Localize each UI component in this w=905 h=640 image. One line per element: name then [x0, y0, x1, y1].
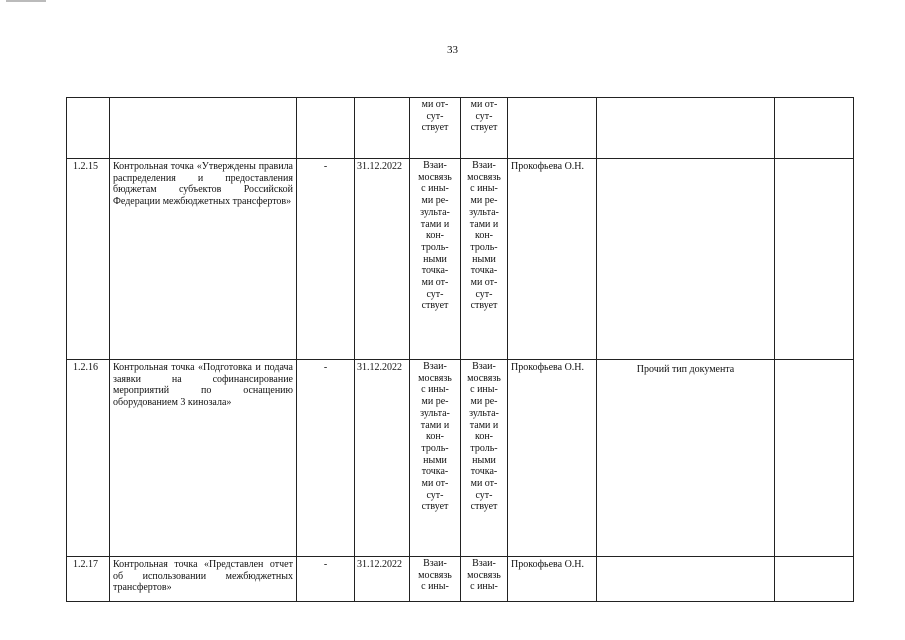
text-line: ми ре- [421, 396, 449, 408]
row-dash [297, 98, 355, 159]
row-title [110, 98, 297, 159]
table-row [67, 98, 854, 159]
text-line: точка- [470, 265, 498, 277]
responsible-person [508, 98, 597, 159]
text-line: тами и [420, 218, 450, 230]
text-line: тами и [469, 419, 499, 431]
text-line: ствует [421, 300, 449, 312]
text-line: сут- [426, 489, 444, 501]
text-line: мосвязь [418, 372, 452, 384]
text-line: точка- [421, 466, 449, 478]
text-line: точка- [421, 265, 449, 277]
text-line: мосвязь [418, 569, 452, 581]
text-line: кон- [474, 431, 494, 443]
row-title: Контрольная точка «Утверждены правила распределения и предоставления бюджетам субъектов Российской Федерации межбюджетных трансфертов» [110, 159, 297, 360]
row-date: 31.12.2022 [355, 557, 410, 602]
table-row [67, 159, 854, 360]
text-line: ствует [470, 122, 498, 134]
text-line: ными [423, 253, 447, 265]
text-line: троль- [421, 442, 449, 454]
text-line: сут- [426, 110, 444, 122]
document-type: Прочий тип документа [597, 360, 775, 557]
text-line: с ины- [470, 384, 498, 396]
row-title: Контрольная точка «Представлен отчет об использовании межбюджетных трансфертов» [110, 557, 297, 602]
text-line: ными [472, 253, 496, 265]
text-line: с ины- [421, 581, 449, 593]
row-dash: - [297, 360, 355, 557]
text-line: ми от- [421, 277, 449, 289]
row-dash: - [297, 159, 355, 360]
responsible-person: Прокофьева О.Н. [508, 159, 597, 360]
page-number: 33 [447, 44, 458, 56]
text-line: троль- [470, 442, 498, 454]
responsible-person: Прокофьева О.Н. [508, 557, 597, 602]
relation-cell-a [410, 159, 461, 360]
extra-cell [775, 98, 854, 159]
text-line: ми ре- [470, 396, 498, 408]
document-type [597, 159, 775, 360]
extra-cell [775, 557, 854, 602]
text-line: зульта- [469, 407, 499, 419]
text-line: ми от- [421, 99, 449, 110]
row-dash: - [297, 557, 355, 602]
row-number: 1.2.17 [67, 557, 110, 602]
text-line: ми от- [470, 99, 498, 110]
relation-cell-a [410, 557, 461, 602]
text-line: кон- [425, 431, 445, 443]
text-line: ствует [421, 122, 449, 134]
text-line: ствует [470, 501, 498, 513]
text-line: мосвязь [418, 171, 452, 183]
text-line: сут- [475, 288, 493, 300]
text-line: ми от- [470, 277, 498, 289]
row-date [355, 98, 410, 159]
text-line: зульта- [469, 206, 499, 218]
text-line: ми от- [421, 478, 449, 490]
extra-cell [775, 360, 854, 557]
text-line: Взаи- [472, 160, 496, 171]
text-line: ми ре- [421, 195, 449, 207]
row-number: 1.2.16 [67, 360, 110, 557]
relation-cell-b [461, 557, 508, 602]
control-points-table [66, 97, 854, 602]
text-line: мосвязь [467, 372, 501, 384]
text-line: сут- [426, 288, 444, 300]
text-line: сут- [475, 110, 493, 122]
row-title: Контрольная точка «Подготовка и подача заявки на софинансирование мероприятий по оснащению оборудованием 3 кинозала» [110, 360, 297, 557]
relation-cell-a [410, 360, 461, 557]
text-line: ными [472, 454, 496, 466]
table-row [67, 557, 854, 602]
row-date: 31.12.2022 [355, 360, 410, 557]
text-line: ными [423, 454, 447, 466]
row-date: 31.12.2022 [355, 159, 410, 360]
text-line: сут- [475, 489, 493, 501]
text-line: Взаи- [423, 558, 447, 569]
document-type [597, 557, 775, 602]
text-line: троль- [470, 241, 498, 253]
row-number [67, 98, 110, 159]
text-line: зульта- [420, 206, 450, 218]
text-line: троль- [421, 241, 449, 253]
scan-mark [6, 0, 46, 5]
extra-cell [775, 159, 854, 360]
text-line: с ины- [470, 183, 498, 195]
text-line: Взаи- [423, 160, 447, 171]
text-line: с ины- [421, 183, 449, 195]
text-line: точка- [470, 466, 498, 478]
text-line: с ины- [470, 581, 498, 593]
relation-cell-b [461, 98, 508, 159]
text-line: тами и [469, 218, 499, 230]
table-row [67, 360, 854, 557]
text-line: ствует [470, 300, 498, 312]
responsible-person: Прокофьева О.Н. [508, 360, 597, 557]
text-line: кон- [474, 230, 494, 242]
relation-cell-a [410, 98, 461, 159]
text-line: зульта- [420, 407, 450, 419]
text-line: кон- [425, 230, 445, 242]
relation-cell-b [461, 159, 508, 360]
text-line: мосвязь [467, 171, 501, 183]
text-line: с ины- [421, 384, 449, 396]
text-line: ми от- [470, 478, 498, 490]
text-line: Взаи- [472, 361, 496, 372]
text-line: ми ре- [470, 195, 498, 207]
text-line: тами и [420, 419, 450, 431]
document-type [597, 98, 775, 159]
relation-cell-b [461, 360, 508, 557]
text-line: ствует [421, 501, 449, 513]
text-line: Взаи- [423, 361, 447, 372]
text-line: мосвязь [467, 569, 501, 581]
text-line: Взаи- [472, 558, 496, 569]
row-number: 1.2.15 [67, 159, 110, 360]
